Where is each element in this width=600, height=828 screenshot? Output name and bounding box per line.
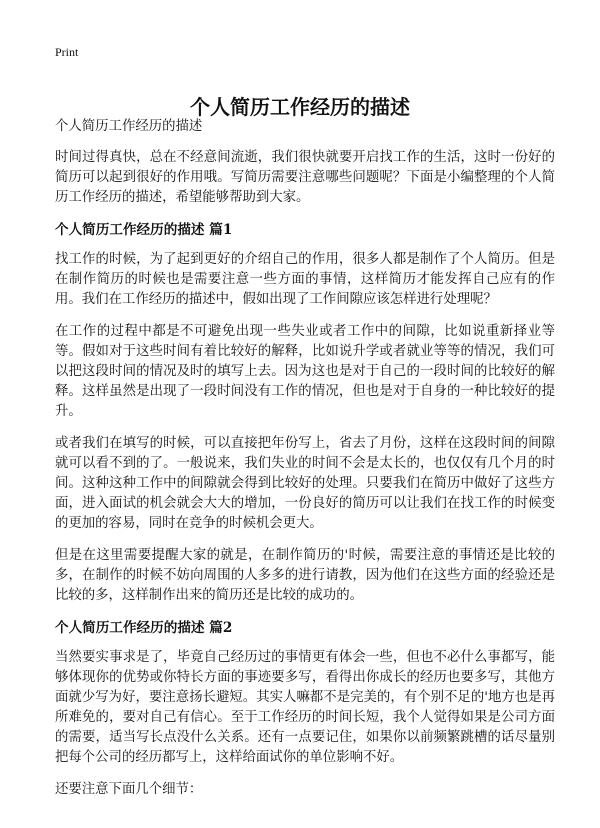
intro-paragraph: 时间过得真快，总在不经意间流逝，我们很快就要开启找工作的生活，这时一份好的简历可以起到很好的作用哦。写简历需要注意哪些问题呢？下面是小编整理的个人简历工作经历的描述，希望能够帮助到大家。 <box>55 150 555 205</box>
section2-paragraph-1: 当然要实事求是了，毕竟自己经历过的事情更有体会一些，但也不必什么事都写，能够体现你的优势或你特长方面的事迹要多写，看得出你成长的经历也要多写，其他方面就少写为好，要注意扬长避短。其实人嘛都不是完美的，有个别不足的'地方也是再所难免的，要对自己有信心。至于工作经历的时间长短，我个人觉得如果是公司方面的需要，适当写长点没什么关系。还有一点要记住，如果你以前频繁跳槽的话尽量别把每个公司的经历都写上，这样给面试你的单位影响不好。 <box>55 650 555 765</box>
document-body <box>55 117 555 812</box>
section1-paragraph-3: 或者我们在填写的时候，可以直接把年份写上，省去了月份，这样在这段时间的间隙就可以看不到的了。一般说来，我们失业的时间不会是太长的，也仅仅有几个月的时间。这种这种工作中的间隙就会得到比较好的处理。只要我们在简历中做好了这些方面，进入面试的机会就会大大的增加，一份良好的简历可以让我们在找工作的时候变的更加的容易，同时在竞争的时候机会更大。 <box>55 436 555 531</box>
section1-paragraph-4: 但是在这里需要提醒大家的就是，在制作简历的'时候，需要注意的事情还是比较的多，在制作的时候不妨向周围的人多多的进行请教，因为他们在这些方面的经验还是比较的多，这样制作出来的简历还是比较的成功的。 <box>55 548 555 603</box>
section2-paragraph-2: 还要注意下面几个细节： <box>55 782 203 797</box>
section-heading-2: 个人简历工作经历的描述 篇2 <box>55 620 233 636</box>
page-title: 个人简历工作经历的描述 <box>190 95 410 120</box>
section1-paragraph-1: 找工作的时候，为了起到更好的介绍自己的作用，很多人都是制作了个人简历。但是在制作简历的时候也是需要注意一些方面的事情，这样简历才能发挥自己应有的作用。我们在工作经历的描述中，假如出现了工作间隙应该怎样进行处理呢？ <box>55 252 555 307</box>
section1-paragraph-2: 在工作的过程中都是不可避免出现一些失业或者工作中的间隙，比如说重新择业等等。假如对于这些时间有着比较好的解释，比如说升学或者就业等等的情况，我们可以把这段时间的情况及时的填写上去。因为这也是对于自己的一段时间的比较好的解释。这样虽然是出现了一段时间没有工作的情况，但也是对于自身的一种比较好的提升。 <box>55 324 555 419</box>
document-subtitle: 个人简历工作经历的描述 <box>55 119 203 134</box>
section-heading-1: 个人简历工作经历的描述 篇1 <box>55 222 233 238</box>
print-label[interactable]: Print <box>55 45 79 59</box>
